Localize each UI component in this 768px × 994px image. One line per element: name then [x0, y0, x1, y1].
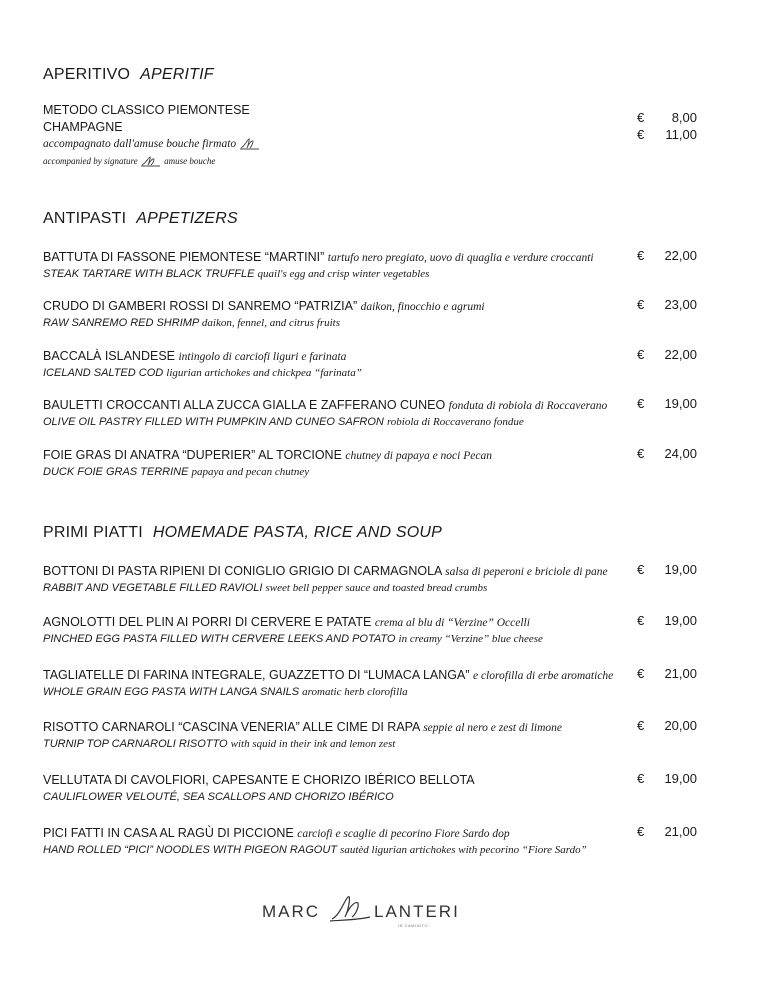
menu-item	[43, 614, 643, 647]
currency-symbol: €	[637, 613, 645, 628]
item-name-it: BATTUTA DI FASSONE PIEMONTESE “MARTINI”	[43, 250, 325, 264]
item-desc-en: quail's egg and crisp winter vegetables	[257, 268, 430, 280]
monogram-logo-icon	[328, 893, 372, 927]
currency-symbol: €	[637, 297, 645, 312]
item-line-en	[43, 465, 643, 480]
item-name: METODO CLASSICO PIEMONTESE	[43, 103, 250, 117]
item-line-en	[43, 737, 643, 752]
item-desc-it: intingolo di carciofi liguri e farinata	[178, 351, 347, 363]
item-line-it	[43, 447, 643, 465]
note-text: accompagnato dall'amuse bouche firmato	[43, 138, 237, 150]
currency-symbol: €	[637, 396, 645, 411]
section-title-it: PRIMI PIATTI	[43, 524, 143, 541]
item-line-it	[43, 719, 643, 737]
footer-logo	[262, 893, 502, 933]
section-antipasti-heading	[43, 210, 238, 228]
price-value: 22,00	[664, 248, 697, 263]
section-title-en: HOMEMADE PASTA, RICE AND SOUP	[152, 524, 442, 541]
item-line-en	[43, 843, 643, 858]
brand-left: MARC	[262, 902, 321, 921]
item-name-en: RAW SANREMO RED SHRIMP	[43, 317, 199, 329]
item-note	[43, 136, 643, 153]
currency-symbol: €	[637, 248, 645, 263]
item-desc-en: sautèd ligurian artichokes with pecorino “Fiore Sardo”	[340, 844, 587, 856]
note-text-en-2: amuse bouche	[164, 156, 216, 166]
note-text-en: accompanied by signature	[43, 156, 138, 166]
signature-icon	[239, 137, 261, 151]
item-desc-en: with squid in their ink and lemon zest	[230, 738, 396, 750]
item-desc-it: carciofi e scaglie di pecorino Fiore Sardo dop	[297, 828, 510, 840]
menu-item	[43, 667, 643, 700]
item-name-it: CRUDO DI GAMBERI ROSSI DI SANREMO “PATRIZIA”	[43, 299, 358, 313]
menu-item	[43, 348, 643, 381]
item-desc-it: crema al blu di “Verzine” Occelli	[374, 617, 530, 629]
currency-symbol: €	[637, 771, 645, 786]
signature-icon	[140, 156, 162, 168]
item-name: CHAMPAGNE	[43, 120, 123, 134]
menu-item	[43, 397, 643, 430]
price-value: 11,00	[665, 127, 697, 142]
item-desc-it: chutney di papaya e noci Pecan	[345, 450, 492, 462]
item-name-it: PICI FATTI IN CASA AL RAGÙ DI PICCIONE	[43, 826, 294, 840]
section-primi-heading	[43, 524, 442, 542]
item-name-it: BOTTONI DI PASTA RIPIENI DI CONIGLIO GRIGIO DI CARMAGNOLA	[43, 564, 442, 578]
item-desc-en: ligurian artichokes and chickpea “farinata”	[166, 367, 362, 379]
item-name-en: ICELAND SALTED COD	[43, 367, 164, 379]
item-name-en: STEAK TARTARE WITH BLACK TRUFFLE	[43, 268, 255, 280]
currency-symbol: €	[637, 824, 645, 839]
section-title-en: APERITIF	[140, 66, 214, 83]
item-desc-en: sweet bell pepper sauce and toasted bread crumbs	[265, 582, 488, 594]
price-value: 23,00	[664, 297, 697, 312]
item-desc-it: fonduta di robiola di Roccaverano	[448, 400, 608, 412]
item-line-en	[43, 790, 643, 805]
section-title-it: ANTIPASTI	[43, 210, 127, 227]
item-name-en: CAULIFLOWER VELOUTÉ, SEA SCALLOPS AND CHORIZO IBÉRICO	[43, 791, 394, 803]
item-name-en: HAND ROLLED “PICI” NOODLES WITH PIGEON RAGOUT	[43, 844, 337, 856]
item-name-en: PINCHED EGG PASTA FILLED WITH CERVERE LEEKS AND POTATO	[43, 633, 396, 645]
item-desc-it: daikon, finocchio e agrumi	[360, 301, 485, 313]
item-name-it: TAGLIATELLE DI FARINA INTEGRALE, GUAZZETTO DI “LUMACA LANGA”	[43, 668, 470, 682]
currency-symbol: €	[637, 347, 645, 362]
item-desc-en: daikon, fennel, and citrus fruits	[201, 317, 341, 329]
price-value: 21,00	[664, 666, 697, 681]
brand-subtitle: IN CAMINITO	[398, 923, 429, 928]
item-name-it: RISOTTO CARNAROLI “CASCINA VENERIA” ALLE CIME DI RAPA	[43, 720, 420, 734]
item-name-en: DUCK FOIE GRAS TERRINE	[43, 466, 189, 478]
menu-item	[43, 825, 643, 858]
currency-symbol: €	[637, 562, 645, 577]
price-value: 19,00	[664, 562, 697, 577]
item-line-en	[43, 685, 643, 700]
item-line-it	[43, 825, 643, 843]
menu-item	[43, 563, 643, 596]
price-value: 19,00	[664, 613, 697, 628]
menu-item	[43, 298, 643, 331]
item-desc-it: tartufo nero pregiato, uovo di quaglia e verdure croccanti	[327, 252, 594, 264]
item-name-en: WHOLE GRAIN EGG PASTA WITH LANGA SNAILS	[43, 686, 300, 698]
price-value: 24,00	[664, 446, 697, 461]
menu-item	[43, 102, 643, 169]
item-desc-it: e clorofilla di erbe aromatiche	[472, 670, 614, 682]
item-line-en	[43, 415, 643, 430]
section-title-it: APERITIVO	[43, 66, 131, 83]
item-desc-it: seppie al nero e zest di limone	[423, 722, 563, 734]
item-name-en: RABBIT AND VEGETABLE FILLED RAVIOLI	[43, 582, 263, 594]
price-value: 19,00	[664, 396, 697, 411]
item-line-en	[43, 632, 643, 647]
item-line-en	[43, 316, 643, 331]
price-value: 21,00	[664, 824, 697, 839]
item-desc-en: in creamy “Verzine” blue cheese	[398, 633, 543, 645]
item-line-it	[43, 563, 643, 581]
item-line-it	[43, 348, 643, 366]
item-line-en	[43, 267, 643, 282]
price-value: 22,00	[664, 347, 697, 362]
item-line-it	[43, 614, 643, 632]
item-desc-en: aromatic herb clorofilla	[302, 686, 408, 698]
item-note-en	[43, 153, 643, 169]
item-line-it	[43, 298, 643, 316]
currency-symbol: €	[637, 718, 645, 733]
brand-right: LANTERI	[374, 902, 460, 921]
price-value: 8,00	[671, 110, 697, 125]
item-line-en	[43, 366, 643, 381]
item-line-it	[43, 772, 643, 790]
item-name-en: TURNIP TOP CARNAROLI RISOTTO	[43, 738, 228, 750]
currency-symbol: €	[637, 127, 645, 142]
item-name-it: VELLUTATA DI CAVOLFIORI, CAPESANTE E CHORIZO IBÉRICO BELLOTA	[43, 773, 475, 787]
item-desc-en: papaya and pecan chutney	[191, 466, 310, 478]
item-line-it	[43, 667, 643, 685]
item-name-it: BACCALÀ ISLANDESE	[43, 349, 175, 363]
section-title-en: APPETIZERS	[136, 210, 238, 227]
menu-item	[43, 772, 643, 805]
item-line-it	[43, 249, 643, 267]
item-desc-it: salsa di peperoni e briciole di pane	[445, 566, 608, 578]
menu-item	[43, 447, 643, 480]
menu-item	[43, 719, 643, 752]
currency-symbol: €	[637, 446, 645, 461]
menu-item	[43, 249, 643, 282]
item-name-en: OLIVE OIL PASTRY FILLED WITH PUMPKIN AND CUNEO SAFRON	[43, 416, 384, 428]
item-line-en	[43, 581, 643, 596]
currency-symbol: €	[637, 666, 645, 681]
price-value: 19,00	[664, 771, 697, 786]
section-aperitivo-heading	[43, 66, 214, 84]
currency-symbol: €	[637, 110, 645, 125]
item-name-it: AGNOLOTTI DEL PLIN AI PORRI DI CERVERE E PATATE	[43, 615, 372, 629]
item-name-it: FOIE GRAS DI ANATRA “DUPERIER” AL TORCIONE	[43, 448, 342, 462]
item-name-it: BAULETTI CROCCANTI ALLA ZUCCA GIALLA E ZAFFERANO CUNEO	[43, 398, 446, 412]
price-value: 20,00	[664, 718, 697, 733]
item-desc-en: robiola di Roccaverano fondue	[386, 416, 524, 428]
item-line-it	[43, 397, 643, 415]
